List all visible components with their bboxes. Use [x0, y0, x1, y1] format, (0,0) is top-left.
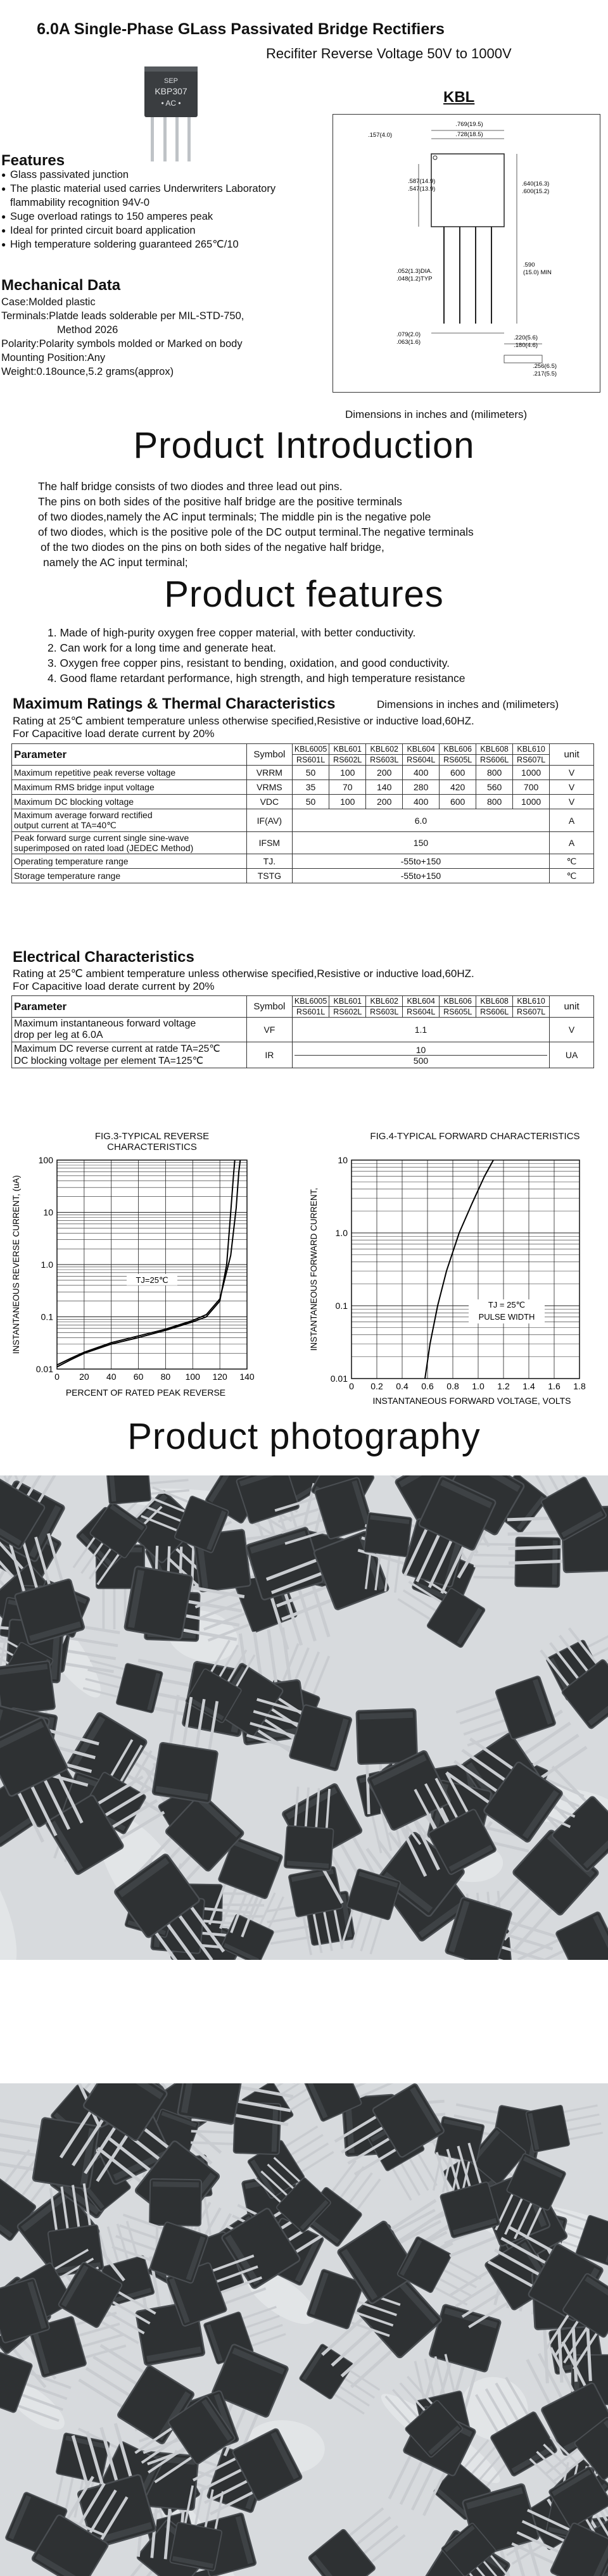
product-image	[133, 60, 209, 165]
rating-note: Rating at 25℃ ambient temperature unless otherwise specified,Resistive or inductive load,60HZ.	[13, 715, 474, 727]
list-item: flammability recognition 94V-0	[10, 197, 150, 208]
table-header-row: Parameter Symbol KBL6005 KBL601 KBL602 KBL604 KBL606 KBL608 KBL610 unit	[12, 996, 594, 1007]
x-tick-label: 0.8	[446, 1381, 459, 1391]
x-tick-label: 40	[106, 1372, 117, 1382]
y-axis-label: INSTANTANEOUS REVERSE CURRENT, (uA)	[11, 1175, 21, 1354]
product-features-heading: Product features	[164, 574, 444, 615]
model-header: RS605L	[440, 755, 476, 766]
model-header: KBL604	[403, 744, 440, 755]
plot-frame	[352, 1160, 580, 1379]
table-header-row: RS601L RS602L RS603L RS604L RS605L RS606L RS607L	[12, 1007, 594, 1018]
x-tick-label: 1.0	[472, 1381, 484, 1391]
table-row: Operating temperature range TJ. -55to+150 ℃	[12, 854, 594, 869]
table-row: Peak forward surge current single sine-wave superimposed on rated load (JEDEC Method) IFSM 150 A	[12, 832, 594, 854]
brand-mark: SEP	[163, 77, 179, 85]
column-header: Parameter	[12, 996, 247, 1018]
part-highlight	[153, 2181, 199, 2187]
product-features-list	[48, 625, 466, 686]
list-item: 2. Can work for a long time and generate heat.	[48, 641, 276, 654]
y-tick-label: 1.0	[335, 1228, 348, 1238]
model-header: RS607L	[513, 755, 550, 766]
x-tick-label: 1.6	[548, 1381, 560, 1391]
max-ratings-heading: Maximum Ratings & Thermal Characteristics	[13, 695, 336, 712]
table-row: Maximum instantaneous forward voltage drop per leg at 6.0A VF 1.1 V	[12, 1018, 594, 1042]
model-header: KBL601	[329, 744, 366, 755]
dim-label: .157(4.0)	[368, 132, 393, 139]
x-tick-label: 100	[185, 1372, 200, 1382]
x-axis-label: INSTANTANEOUS FORWARD VOLTAGE, VOLTS	[372, 1396, 571, 1406]
y-tick-label: 1.0	[41, 1260, 53, 1270]
rating-note: For Capacitive load derate current by 20%	[13, 728, 215, 740]
mech-line: Terminals:Platde leads solderable per MIL-STD-750,	[1, 310, 244, 322]
dim-label: .256(6.5)	[533, 363, 557, 370]
rating-note: For Capacitive load derate current by 20%	[13, 980, 215, 992]
column-header: Parameter	[12, 744, 247, 766]
lead-3	[175, 117, 179, 161]
mech-line: Polarity:Polarity symbols molded or Marked on body	[1, 338, 243, 350]
table-header-row	[12, 744, 594, 755]
y-tick-label: 0.1	[41, 1311, 53, 1322]
list-item: ● Glass passivated junction	[1, 169, 129, 180]
y-tick-label: 0.01	[35, 1364, 53, 1374]
page-title: 6.0A Single-Phase GLass Passivated Bridge Rectifiers	[37, 20, 445, 38]
annotation: PULSE WIDTH	[478, 1312, 535, 1322]
x-axis-label: PERCENT OF RATED PEAK REVERSE	[65, 1387, 226, 1398]
dim-label: .547(13.9)	[408, 186, 436, 193]
x-tick-label: 0.2	[370, 1381, 383, 1391]
table-row: Maximum DC blocking voltage VDC 50 100 200 400 600 800 1000 V	[12, 795, 594, 809]
column-header: unit	[550, 996, 594, 1018]
list-item: ● High temperature soldering guaranteed 265℃/10	[1, 239, 239, 250]
intro-line: of the two diodes on the pins on both sides of the negative half bridge,	[41, 541, 384, 553]
product-photo-2	[0, 2083, 608, 2576]
polarity-marking: • AC •	[161, 99, 181, 108]
mech-line: Case:Molded plastic	[1, 296, 96, 308]
intro-line: The half bridge consists of two diodes and three lead out pins.	[38, 480, 343, 493]
dim-label: .640(16.3)	[522, 180, 550, 187]
model-header: RS604L	[403, 755, 440, 766]
features-list	[1, 168, 276, 251]
mech-line: Weight:0.18ounce,5.2 grams(approx)	[1, 366, 174, 377]
x-tick-label: 140	[239, 1372, 255, 1382]
series-line-2	[57, 1160, 240, 1365]
part-lead	[113, 1588, 116, 1630]
column-header: Symbol	[246, 996, 292, 1018]
x-tick-label: 0.4	[396, 1381, 408, 1391]
annotation: TJ = 25℃	[488, 1300, 526, 1310]
x-tick-label: 0	[54, 1372, 60, 1382]
package-drawing-frame	[332, 114, 600, 393]
list-item: 3. Oxygen free copper pins, resistant to bending, oxidation, and good conductivity.	[48, 657, 450, 669]
list-item: 4. Good flame retardant performance, high strength, and high temperature resistance	[48, 672, 466, 685]
intro-line: namely the AC input terminal;	[43, 556, 188, 569]
list-item: ● Suge overload ratings to 150 amperes peak	[1, 211, 213, 222]
model-header: RS602L	[329, 755, 366, 766]
table-row: Maximum DC reverse current at ratde TA=25℃ DC blocking voltage per element TA=125℃ IR 10 500 UA	[12, 1042, 594, 1068]
intro-text	[38, 479, 570, 570]
dim-label: .587(14.9)	[408, 178, 436, 185]
part-lead	[103, 1588, 105, 1630]
lead-1	[151, 117, 154, 161]
model-header: KBL602	[366, 744, 403, 755]
column-header: Symbol	[246, 744, 292, 766]
dim-label: .217(5.5)	[533, 370, 557, 377]
lead-2	[163, 117, 167, 161]
fig3-chart	[0, 1152, 279, 1418]
photography-heading: Product photography	[127, 1416, 481, 1457]
package-label: KBL	[443, 89, 475, 106]
y-axis-label: INSTANTANEOUS FORWARD CURRENT,	[309, 1187, 319, 1351]
intro-heading: Product Introduction	[133, 425, 475, 466]
y-tick-label: 0.1	[335, 1301, 348, 1311]
dim-label: .220(5.6)	[514, 334, 538, 341]
max-ratings-table	[11, 743, 594, 883]
list-item: ● Ideal for printed circuit board application	[1, 225, 196, 236]
intro-line: of two diodes, which is the positive pole of the DC output terminal.The negative terminals	[38, 526, 474, 538]
electrical-heading: Electrical Characteristics	[13, 949, 194, 966]
model-header: KBL608	[476, 744, 513, 755]
series-line-1	[425, 1160, 493, 1379]
page-subtitle: Recifiter Reverse Voltage 50V to 1000V	[266, 46, 512, 61]
model-header: KBL606	[440, 744, 476, 755]
model-header: RS606L	[476, 755, 513, 766]
intro-line: of two diodes,namely the AC input terminals; The middle pin is the negative pole	[38, 510, 431, 523]
dim-label: .180(4.6)	[514, 342, 538, 349]
table-row: Maximum RMS bridge input voltage VRMS 35 70 140 280 420 560 700 V	[12, 780, 594, 795]
package-drawing	[333, 115, 599, 391]
dim-label: (15.0) MIN	[523, 269, 552, 276]
electrical-table	[11, 995, 594, 1068]
package-outline	[431, 154, 504, 227]
model-header: RS603L	[366, 755, 403, 766]
table-row: Storage temperature range TSTG -55to+150 ℃	[12, 869, 594, 883]
model-header: KBL610	[513, 744, 550, 755]
product-photo-1	[0, 1475, 608, 1960]
dim-label: .052(1.3)DIA.	[396, 268, 433, 275]
rating-note: Rating at 25℃ ambient temperature unless otherwise specified,Resistive or inductive load,60HZ.	[13, 968, 474, 980]
dim-label: .048(1.2)TYP	[396, 275, 433, 282]
mechanical-data	[1, 295, 244, 379]
column-header: unit	[550, 744, 594, 766]
fig3-title: FIG.3-TYPICAL REVERSE CHARACTERISTICS	[94, 1131, 210, 1152]
series-line-1	[57, 1160, 235, 1367]
y-tick-label: 10	[43, 1207, 53, 1218]
x-tick-label: 120	[212, 1372, 227, 1382]
dim-label: .590	[523, 262, 535, 268]
y-tick-label: 10	[338, 1155, 348, 1165]
mech-line: Mounting Position:Any	[1, 352, 106, 363]
x-tick-label: 1.8	[573, 1381, 586, 1391]
part-marking: KBP307	[155, 86, 187, 96]
dim-label: .769(19.5)	[455, 121, 483, 128]
x-tick-label: 20	[79, 1372, 89, 1382]
intro-line: The pins on both sides of the positive half bridge are the positive terminals	[38, 495, 402, 508]
features-heading: Features	[1, 152, 65, 169]
table-row: Maximum average forward rectified output current at TA=40℃ IF(AV) 6.0 A	[12, 809, 594, 832]
max-ratings-dim-note: Dimensions in inches and (milimeters)	[377, 698, 559, 710]
x-tick-label: 60	[133, 1372, 144, 1382]
annotation: TJ=25℃	[136, 1275, 168, 1285]
mech-line: Method 2026	[57, 324, 118, 336]
dim-label: .728(18.5)	[455, 131, 483, 138]
x-tick-label: 0	[349, 1381, 354, 1391]
x-tick-label: 80	[160, 1372, 171, 1382]
x-tick-label: 1.4	[522, 1381, 535, 1391]
x-tick-label: 1.2	[497, 1381, 510, 1391]
table-row: Maximum repetitive peak reverse voltage VRRM 50 100 200 400 600 800 1000 V	[12, 766, 594, 780]
fig4-chart	[304, 1152, 602, 1418]
y-tick-label: 0.01	[330, 1373, 348, 1384]
model-header: KBL6005	[292, 744, 329, 755]
fig4-title: FIG.4-TYPICAL FORWARD CHARACTERISTICS	[370, 1131, 580, 1142]
dim-label: .079(2.0)	[396, 331, 421, 338]
y-tick-label: 100	[38, 1155, 53, 1165]
mechanical-heading: Mechanical Data	[1, 277, 121, 294]
lead-4	[187, 117, 191, 161]
dim-label: .600(15.2)	[522, 188, 550, 195]
list-item: ● The plastic material used carries Underwriters Laboratory	[1, 183, 276, 194]
x-tick-label: 0.6	[421, 1381, 434, 1391]
dim-label: .063(1.6)	[396, 339, 421, 346]
model-header: RS601L	[292, 755, 329, 766]
list-item: 1. Made of high-purity oxygen free copper material, with better conductivity.	[48, 626, 416, 639]
dimensions-caption: Dimensions in inches and (milimeters)	[345, 408, 528, 420]
